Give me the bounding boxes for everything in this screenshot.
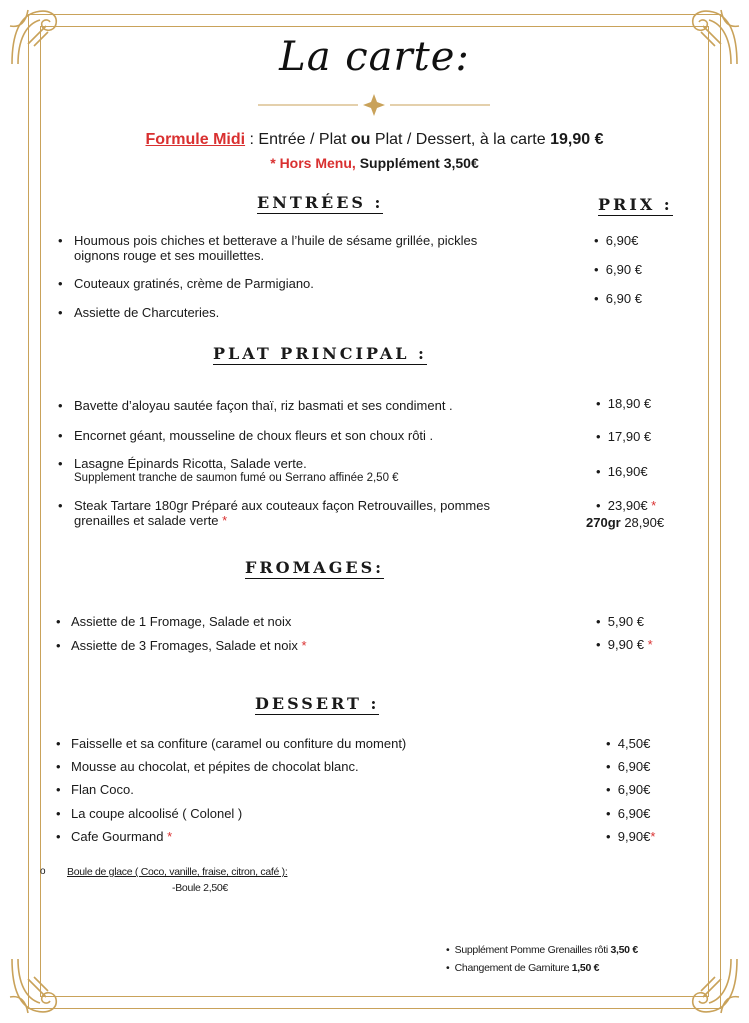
bullet: • — [56, 736, 61, 751]
bullet: • — [58, 398, 63, 413]
item-name-2: oignons rouge et ses mouillettes. — [74, 248, 265, 263]
list-item: Bavette d’aloyau sautée façon thaï, riz basmati et ses condiment . — [74, 398, 453, 413]
formule-line — [0, 131, 749, 149]
item-name: Assiette de 3 Fromages, Salade et noix — [71, 638, 298, 653]
price-value: 9,90€ — [617, 829, 651, 844]
hors-menu-line — [0, 155, 749, 171]
price: • 9,90€* — [606, 829, 656, 844]
price: • 6,90€ — [606, 782, 651, 797]
supplement-note: • Supplément Pomme Grenailles rôti 3,50 € — [446, 944, 638, 956]
section-fromages: FROMAGES: — [245, 558, 385, 577]
bullet: • — [56, 759, 61, 774]
ornament-corner-icon — [679, 955, 743, 1019]
bullet: • — [56, 806, 61, 821]
price-value: 4,50€ — [617, 736, 651, 751]
list-item: Couteaux gratinés, crème de Parmigiano. — [74, 276, 314, 291]
supplement-note: • Changement de Garniture 1,50 € — [446, 962, 600, 974]
item-name: Steak Tartare 180gr Préparé aux couteaux façon Retrouvailles, pommes — [74, 498, 490, 513]
price: • 6,90€ — [606, 806, 651, 821]
price-value: 5,90 € — [607, 614, 644, 629]
price-value: 17,90 € — [607, 429, 652, 444]
ornament-corner-icon — [6, 955, 70, 1019]
price-value: 6,90 € — [605, 291, 642, 306]
price: • 18,90 € — [596, 396, 652, 411]
price-value: 16,90€ — [607, 464, 648, 479]
list-item — [74, 233, 477, 263]
list-item — [71, 638, 307, 653]
list-item — [71, 829, 172, 844]
price: • 9,90 € * — [596, 637, 653, 652]
list-item: Encornet géant, mousseline de choux fleurs et son choux rôti . — [74, 428, 434, 443]
section-entrees: ENTRÉES : — [257, 193, 384, 212]
bullet: • — [58, 305, 63, 320]
bullet: • — [58, 276, 63, 291]
section-plat: PLAT PRINCIPAL : — [213, 344, 427, 363]
bullet: • — [58, 233, 63, 248]
glace-line: -Boule 2,50€ — [172, 882, 228, 894]
bullet: • — [56, 614, 61, 629]
list-item — [74, 456, 399, 486]
formule-price: 19,90 € — [550, 131, 604, 148]
bullet: • — [58, 498, 63, 513]
price-value: 18,90 € — [607, 396, 652, 411]
star-mark: * — [167, 829, 173, 844]
price-alt-value: 28,90€ — [620, 515, 665, 530]
price: • 6,90 € — [594, 262, 642, 277]
price: • 4,50€ — [606, 736, 651, 751]
list-item: Faisselle et sa confiture (caramel ou confiture du moment) — [71, 736, 407, 751]
list-item: Assiette de 1 Fromage, Salade et noix — [71, 614, 292, 629]
formule-text-2: Plat / Dessert, à la carte — [370, 131, 551, 148]
list-item — [74, 498, 490, 528]
star-mark: * — [651, 498, 657, 513]
price: • 5,90 € — [596, 614, 644, 629]
glace-title: Boule de glace ( Coco, vanille, fraise, citron, café ): — [67, 866, 288, 878]
price-value: 6,90 € — [605, 262, 642, 277]
price-value: 9,90 € — [607, 637, 644, 652]
note-text: Supplément Pomme Grenailles rôti — [454, 944, 611, 956]
price-alt — [586, 515, 664, 530]
star-divider-icon — [258, 94, 490, 116]
item-name-2: grenailles et salade verte — [74, 513, 219, 528]
hollow-bullet: o — [40, 866, 46, 877]
price-value: 6,90€ — [617, 759, 651, 774]
price-value: 6,90€ — [605, 233, 639, 248]
star-mark: * — [222, 513, 228, 528]
note-price: 3,50 € — [610, 944, 638, 956]
price-alt-weight: 270gr — [586, 515, 621, 530]
price-value: 6,90€ — [617, 782, 651, 797]
price-value: 23,90€ — [607, 498, 648, 513]
formule-text: : Entrée / Plat — [245, 131, 351, 148]
list-item: La coupe alcoolisé ( Colonel ) — [71, 806, 243, 821]
item-name: Houmous pois chiches et betterave a l’huile de sésame grillée, pickles — [74, 233, 478, 248]
section-prix: PRIX : — [598, 195, 673, 214]
star-mark: * — [650, 829, 656, 844]
note-price: 1,50 € — [571, 962, 600, 974]
bullet: • — [58, 428, 63, 443]
price: • 6,90€ — [606, 759, 651, 774]
price: • 23,90€ * — [596, 498, 657, 513]
bullet: • — [56, 638, 61, 653]
hors-menu-label: * Hors Menu, — [270, 155, 356, 171]
bullet: • — [56, 782, 61, 797]
price: • 6,90€ — [594, 233, 639, 248]
bullet: • — [56, 829, 61, 844]
price: • 17,90 € — [596, 429, 652, 444]
item-name: Cafe Gourmand — [71, 829, 164, 844]
price: • 16,90€ — [596, 464, 648, 479]
formule-label: Formule Midi — [145, 131, 246, 148]
section-dessert: DESSERT : — [255, 694, 380, 713]
price-value: 6,90€ — [617, 806, 651, 821]
star-mark: * — [301, 638, 307, 653]
list-item: Mousse au chocolat, et pépites de chocolat blanc. — [71, 759, 359, 774]
page-title: La carte: — [279, 34, 470, 80]
list-item: Assiette de Charcuteries. — [74, 305, 220, 320]
star-mark: * — [647, 637, 653, 652]
item-supplement: Supplement tranche de saumon fumé ou Serrano affinée 2,50 € — [74, 472, 399, 484]
price: • 6,90 € — [594, 291, 642, 306]
formule-ou: ou — [350, 131, 371, 148]
bullet: • — [58, 456, 63, 471]
item-name: Lasagne Épinards Ricotta, Salade verte. — [74, 456, 307, 471]
hors-menu-text: Supplément 3,50€ — [355, 155, 479, 171]
note-text: Changement de Garniture — [454, 962, 572, 974]
list-item: Flan Coco. — [71, 782, 134, 797]
